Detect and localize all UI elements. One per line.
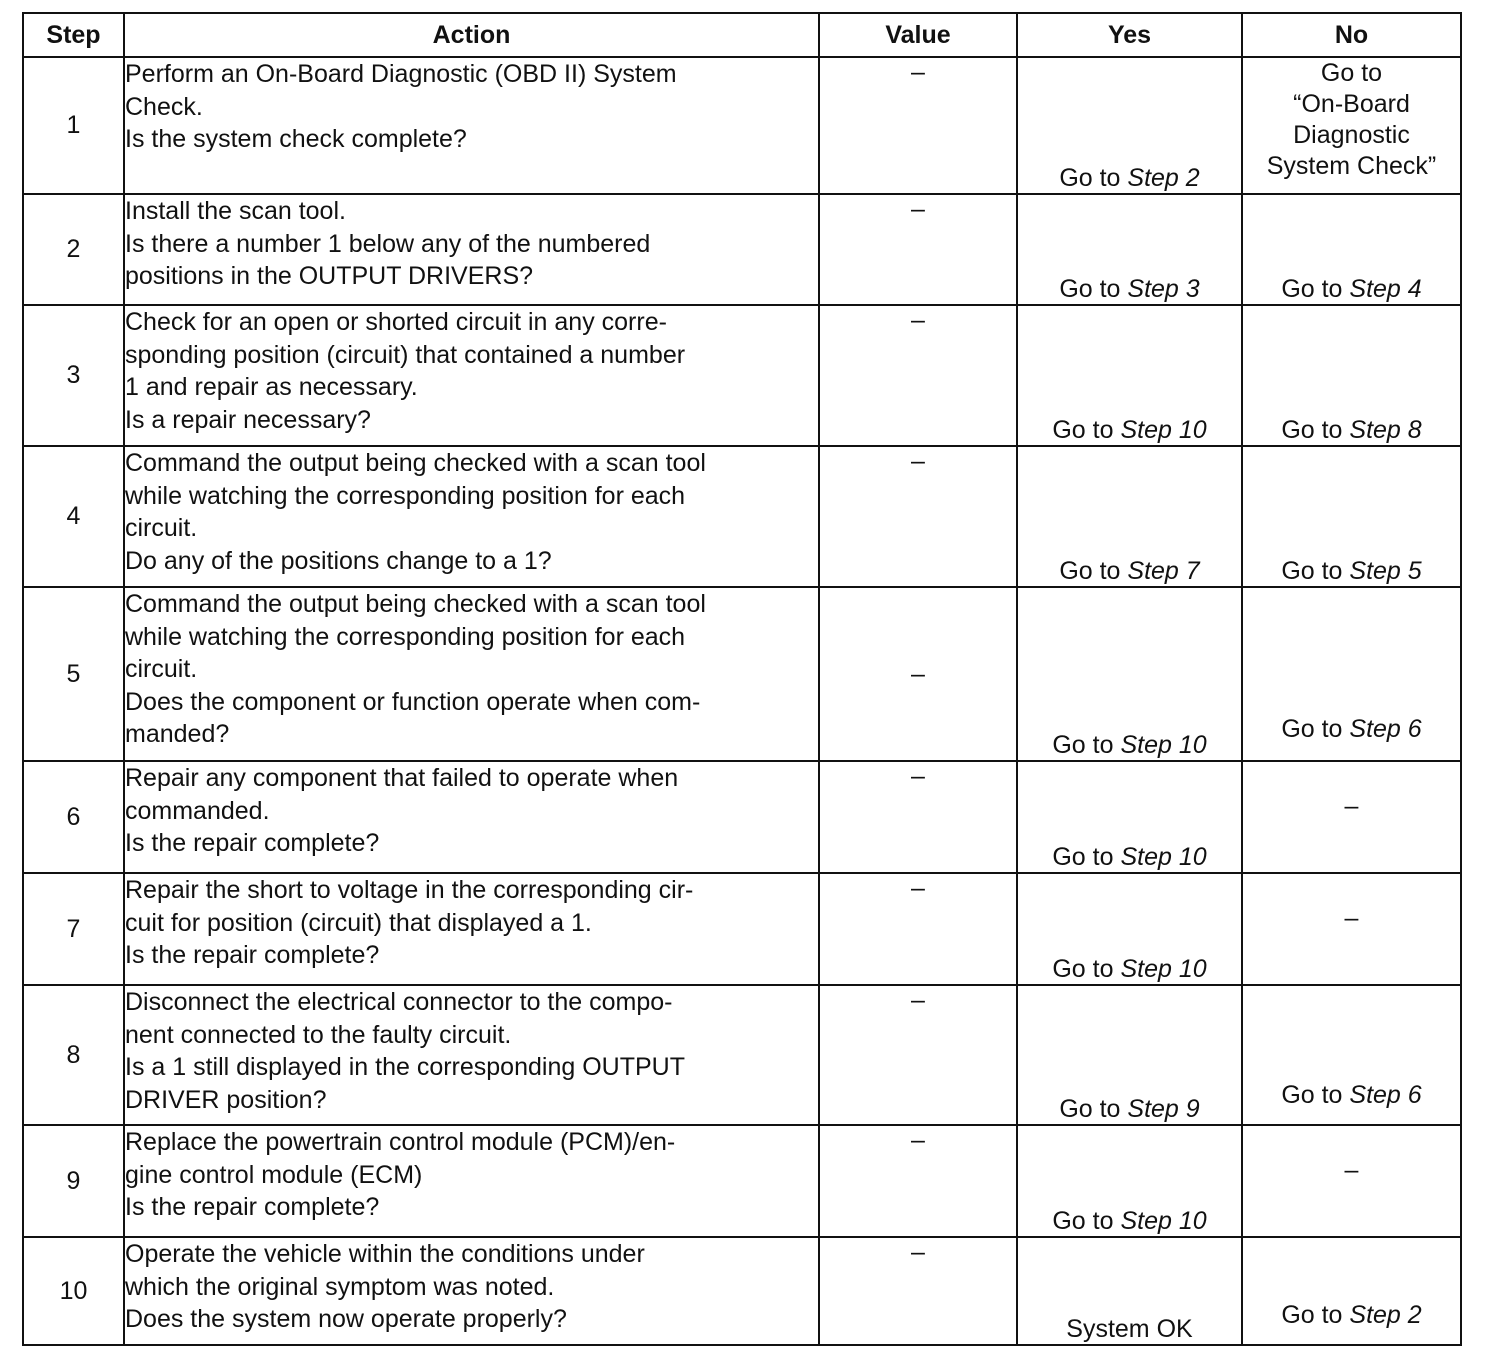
yes-cell	[1017, 587, 1242, 761]
yes-step-link: Step 9	[1127, 1095, 1200, 1123]
value-cell: –	[819, 761, 1017, 873]
no-cell	[1242, 446, 1461, 587]
action-cell	[124, 587, 819, 761]
yes-prefix: Go to	[1052, 843, 1121, 871]
step-number: 6	[23, 761, 124, 873]
no-cell	[1242, 194, 1461, 305]
value-cell: –	[819, 446, 1017, 587]
header-yes: Yes	[1017, 13, 1242, 57]
action-line: while watching the corresponding position for each	[125, 481, 686, 510]
step-number: 4	[23, 446, 124, 587]
yes-step-link: Step 10	[1120, 731, 1207, 759]
action-line: Is the repair complete?	[125, 941, 380, 969]
no-cell: –	[1242, 873, 1461, 985]
table-row	[23, 761, 1461, 873]
action-cell	[124, 761, 819, 873]
action-line: Is there a number 1 below any of the numbered	[125, 229, 651, 258]
yes-cell	[1017, 985, 1242, 1125]
header-value: Value	[819, 13, 1017, 57]
no-step-link: Step 8	[1349, 416, 1422, 444]
no-prefix: Go to	[1281, 416, 1350, 444]
header-row	[23, 13, 1461, 57]
action-cell	[124, 194, 819, 305]
action-line: sponding position (circuit) that contained a number	[125, 340, 686, 369]
value-cell: –	[819, 305, 1017, 446]
yes-step-link: Step 10	[1120, 416, 1207, 444]
no-prefix: Go to	[1281, 1081, 1350, 1109]
no-line: Diagnostic	[1293, 121, 1410, 149]
step-number: 9	[23, 1125, 124, 1237]
yes-cell	[1017, 761, 1242, 873]
action-line: Command the output being checked with a scan tool	[125, 449, 706, 477]
yes-cell	[1017, 305, 1242, 446]
no-cell	[1242, 587, 1461, 761]
step-number: 1	[23, 57, 124, 194]
yes-prefix: Go to	[1059, 1095, 1128, 1123]
action-line: commanded.	[125, 796, 270, 825]
no-cell: –	[1242, 761, 1461, 873]
yes-prefix: Go to	[1052, 955, 1121, 983]
table-row	[23, 305, 1461, 446]
action-line: 1 and repair as necessary.	[125, 373, 418, 401]
yes-cell	[1017, 1125, 1242, 1237]
step-number: 2	[23, 194, 124, 305]
table-row	[23, 985, 1461, 1125]
yes-prefix: Go to	[1059, 275, 1128, 303]
value-cell: –	[819, 873, 1017, 985]
value-cell: –	[819, 587, 1017, 761]
action-line: Repair the short to voltage in the corresponding cir-	[125, 876, 694, 904]
action-cell	[124, 446, 819, 587]
action-line: circuit.	[125, 514, 198, 542]
step-number: 10	[23, 1237, 124, 1345]
no-step-link: Step 2	[1349, 1301, 1422, 1329]
no-cell	[1242, 985, 1461, 1125]
step-number: 3	[23, 305, 124, 446]
yes-cell	[1017, 873, 1242, 985]
yes-step-link: Step 2	[1127, 164, 1200, 192]
action-line: Command the output being checked with a scan tool	[125, 590, 706, 618]
header-no: No	[1242, 13, 1461, 57]
table-row	[23, 873, 1461, 985]
action-line: manded?	[125, 720, 230, 748]
yes-step-link: Step 10	[1120, 1207, 1207, 1235]
action-line: Perform an On-Board Diagnostic (OBD II) System	[125, 60, 677, 88]
action-line: Check.	[125, 92, 203, 121]
action-line: Replace the powertrain control module (PCM)/en-	[125, 1128, 676, 1156]
no-line: System Check”	[1266, 152, 1437, 180]
yes-cell: System OK	[1017, 1237, 1242, 1345]
action-line: Does the system now operate properly?	[125, 1305, 567, 1333]
header-action: Action	[124, 13, 819, 57]
no-cell	[1242, 305, 1461, 446]
action-cell	[124, 985, 819, 1125]
action-line: while watching the corresponding position for each	[125, 622, 686, 651]
yes-step-link: Step 3	[1127, 275, 1200, 303]
action-line: gine control module (ECM)	[125, 1160, 423, 1189]
no-line: Go to	[1320, 59, 1383, 87]
action-line: Check for an open or shorted circuit in any corre-	[125, 308, 667, 336]
table-row	[23, 587, 1461, 761]
yes-step-link: Step 10	[1120, 843, 1207, 871]
action-line: DRIVER position?	[125, 1085, 327, 1114]
action-line: cuit for position (circuit) that displayed a 1.	[125, 908, 592, 937]
table-row	[23, 57, 1461, 194]
action-line: Operate the vehicle within the conditions under	[125, 1240, 645, 1268]
yes-cell	[1017, 57, 1242, 194]
no-cell: –	[1242, 1125, 1461, 1237]
table-row	[23, 1237, 1461, 1345]
yes-prefix: Go to	[1052, 416, 1121, 444]
yes-prefix: Go to	[1059, 164, 1128, 192]
step-number: 5	[23, 587, 124, 761]
action-cell	[124, 1125, 819, 1237]
action-line: nent connected to the faulty circuit.	[125, 1020, 512, 1049]
action-line: circuit.	[125, 655, 198, 683]
action-line: Repair any component that failed to operate when	[125, 764, 679, 792]
action-line: which the original symptom was noted.	[125, 1272, 555, 1301]
action-cell	[124, 1237, 819, 1345]
no-prefix: Go to	[1281, 275, 1350, 303]
no-step-link: Step 6	[1349, 715, 1422, 743]
action-line: positions in the OUTPUT DRIVERS?	[125, 262, 534, 290]
action-line: Is the repair complete?	[125, 829, 380, 857]
table-row	[23, 446, 1461, 587]
action-line: Disconnect the electrical connector to the compo-	[125, 988, 673, 1016]
no-step-link: Step 5	[1349, 557, 1422, 585]
action-line: Install the scan tool.	[125, 197, 346, 225]
no-step-link: Step 4	[1349, 275, 1422, 303]
yes-cell	[1017, 446, 1242, 587]
yes-cell	[1017, 194, 1242, 305]
action-cell	[124, 57, 819, 194]
action-line: Is the repair complete?	[125, 1193, 380, 1221]
action-cell	[124, 873, 819, 985]
no-prefix: Go to	[1281, 715, 1350, 743]
yes-prefix: Go to	[1059, 557, 1128, 585]
step-number: 8	[23, 985, 124, 1125]
no-cell	[1242, 1237, 1461, 1345]
action-line: Do any of the positions change to a 1?	[125, 546, 552, 575]
action-line: Does the component or function operate when com-	[125, 687, 701, 716]
value-cell: –	[819, 1237, 1017, 1345]
action-line: Is the system check complete?	[125, 125, 467, 153]
value-cell: –	[819, 194, 1017, 305]
action-line: Is a repair necessary?	[125, 405, 371, 434]
table-row	[23, 194, 1461, 305]
yes-step-link: Step 7	[1127, 557, 1200, 585]
no-step-link: Step 6	[1349, 1081, 1422, 1109]
step-number: 7	[23, 873, 124, 985]
header-step: Step	[23, 13, 124, 57]
value-cell: –	[819, 57, 1017, 194]
action-cell	[124, 305, 819, 446]
diagnostic-table	[22, 12, 1462, 1346]
no-line: “On-Board	[1293, 90, 1410, 118]
yes-prefix: Go to	[1052, 1207, 1121, 1235]
no-prefix: Go to	[1281, 557, 1350, 585]
value-cell: –	[819, 1125, 1017, 1237]
yes-prefix: Go to	[1052, 731, 1121, 759]
table-row	[23, 1125, 1461, 1237]
yes-step-link: Step 10	[1120, 955, 1207, 983]
no-cell	[1242, 57, 1461, 194]
value-cell: –	[819, 985, 1017, 1125]
no-prefix: Go to	[1281, 1301, 1350, 1329]
action-line: Is a 1 still displayed in the corresponding OUTPUT	[125, 1053, 685, 1081]
